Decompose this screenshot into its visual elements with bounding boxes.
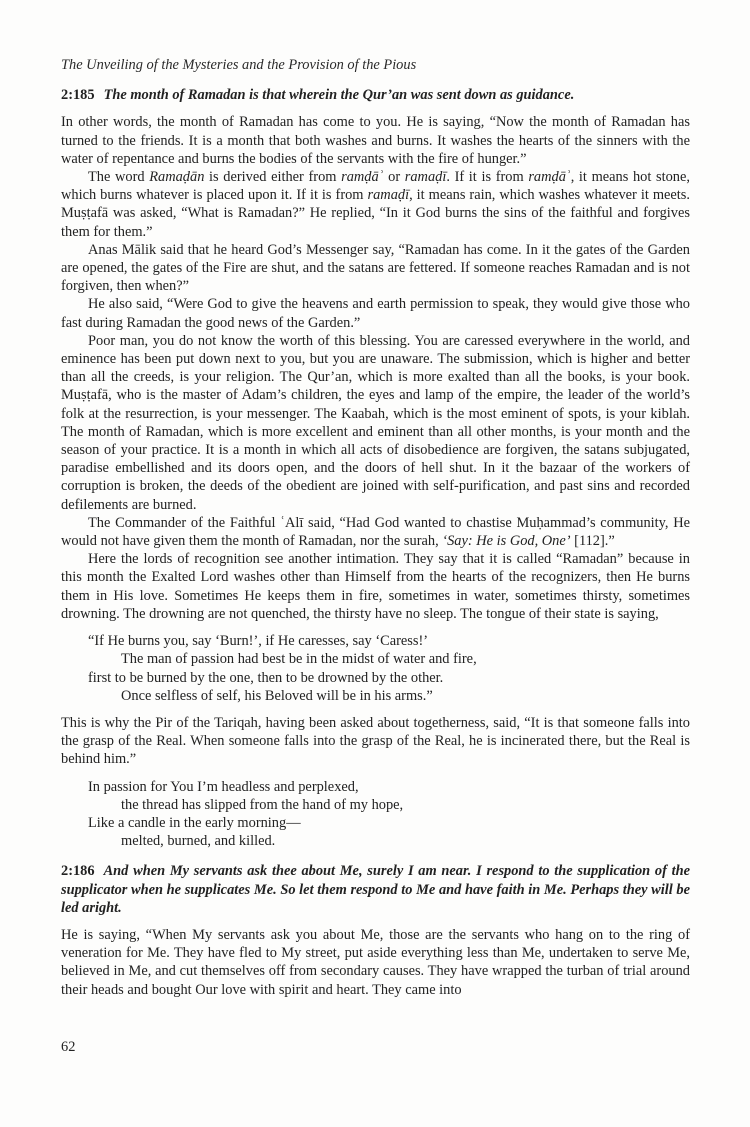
text-run: The word <box>88 169 150 186</box>
verse-text: And when My servants ask thee about Me, surely I am near. I respond to the supplication of the supplicator when he supplicates Me. So let them respond to Me and have faith in Me. Perhaps they will be led aright. <box>61 863 690 916</box>
italic-run: ramaḍī <box>404 169 447 186</box>
poem-line: Once selfless of self, his Beloved will be in his arms.” <box>121 687 433 704</box>
text-run: In other words, the month of Ramadan has come to you. He is saying, “Now the month of Ramadan has turned to the friends. It is a month that both washes and burns. It washes the hearts of the sinners with the water of repentance and burns the bodies of the servants with the fire of hunger.” <box>61 114 690 167</box>
italic-run: ramḍāʾ <box>341 169 384 186</box>
paragraph <box>61 113 690 168</box>
italic-run: ‘Say: He is God, One’ <box>442 533 571 550</box>
italic-run: Ramaḍān <box>149 169 205 186</box>
text-run: or <box>383 169 405 186</box>
text-run: is derived either from <box>204 169 342 186</box>
paragraph <box>61 295 690 331</box>
text-run: This is why the Pir of the Tariqah, having been asked about togetherness, said, “It is that someone falls into the grasp of the Real. When someone falls into the grasp of the Real, he is incinerated there, but the Real is behind him.” <box>61 714 690 768</box>
text-run: Anas Mālik said that he heard God’s Messenger say, “Ramadan has come. In it the gates of the Garden are opened, the gates of the Fire are shut, and the satans are fettered. If someone reaches Ramadan and is not forgiven, then when?” <box>61 241 690 295</box>
text-run: , it means hot stone, which burns whatever is placed upon it. If it is from <box>61 169 690 204</box>
page-header <box>61 56 690 74</box>
italic-run: ramḍāʾ <box>528 169 571 186</box>
text-run: The Commander of the Faithful ʿAlī said, “Had God wanted to chastise Muḥammad’s community, He would not have given them the month of Ramadan, nor the surah, <box>61 514 690 550</box>
paragraph <box>61 332 690 514</box>
poem-line: In passion for You I’m headless and perplexed, <box>88 778 359 795</box>
paragraph <box>61 714 690 769</box>
text-run: He also said, “Were God to give the heavens and earth permission to speak, they would give those who fast during Ramadan the good news of the Garden.” <box>61 296 690 331</box>
poem-line: melted, burned, and killed. <box>121 833 276 850</box>
verse-number: 2:186 <box>61 863 95 880</box>
poem-line: “If He burns you, say ‘Burn!’, if He caresses, say ‘Caress!’ <box>88 633 429 650</box>
running-head: The Unveiling of the Mysteries and the Provision of the Pious <box>61 57 417 73</box>
text-run: , it means rain, which washes whatever it meets. Muṣṭafā was asked, “What is Ramadan?” He replied, “In it God burns the sins of the faithful and forgives them for them.” <box>61 187 690 240</box>
page-content <box>61 86 690 999</box>
poem-line: the thread has slipped from the hand of my hope, <box>121 796 404 813</box>
text-run: He is saying, “When My servants ask you about Me, those are the servants who hang on to the ring of veneration for Me. They have fled to My street, put aside everything less than Me, undertaken to serve Me, believed in Me, and cut themselves off from secondary causes. They have wrapped the turban of trial around their heads and bought Our love with spirit and heart. They came into <box>61 926 690 998</box>
poem-line: first to be burned by the one, then to be drowned by the other. <box>88 669 444 686</box>
poem <box>61 632 690 705</box>
verse-heading <box>61 862 690 917</box>
paragraph <box>61 168 690 241</box>
verse-heading <box>61 86 690 104</box>
paragraph <box>61 514 690 550</box>
paragraph <box>61 926 690 999</box>
italic-run: ramaḍī <box>367 187 410 204</box>
text-run: [112].” <box>570 533 615 550</box>
text-run: Poor man, you do not know the worth of this blessing. You are caressed everywhere in the world, and eminence has been put down next to you, but you are unaware. The submission, which is higher and better than all the creeds, is your religion. The Qur’an, which is more exalted than all the books, is your book. Muṣṭafā, who is the master of Adam’s children, the eyes and lamp of the empire, the leader of the world’s folk at the resurrection, is your messenger. The Kaabah, which is the most eminent of spots, is your kiblah. The month of Ramadan, which is more excellent and eminent than all other months, is your month and the season of your practice. It is a month in which all acts of disobedience are forgiven, the satans subjugated, paradise embellished and its doors open, and the doors of hell shut. In it the bazaar of the workers of corruption is broken, the deeds of the obedient are joined with self-purification, and past sins and recorded defilements are burned. <box>61 332 690 513</box>
verse-text: The month of Ramadan is that wherein the Qur’an was sent down as guidance. <box>103 87 575 104</box>
paragraph <box>61 241 690 296</box>
page-number: 62 <box>61 1039 76 1055</box>
poem <box>61 778 690 851</box>
text-run: Here the lords of recognition see another intimation. They say that it is called “Ramadan” because in this month the Exalted Lord washes other than Himself from the hearts of the recognizers, then He burns them in His love. Sometimes He keeps them in fire, sometimes in water, sometimes thirsty, sometimes drowning. The drowning are not quenched, the thirsty have no sleep. The tongue of their state is saying, <box>61 551 690 622</box>
verse-number: 2:185 <box>61 87 95 104</box>
poem-line: Like a candle in the early morning— <box>88 814 301 831</box>
poem-line: The man of passion had best be in the midst of water and fire, <box>121 651 477 668</box>
paragraph <box>61 550 690 623</box>
text-run: . If it is from <box>446 169 529 186</box>
